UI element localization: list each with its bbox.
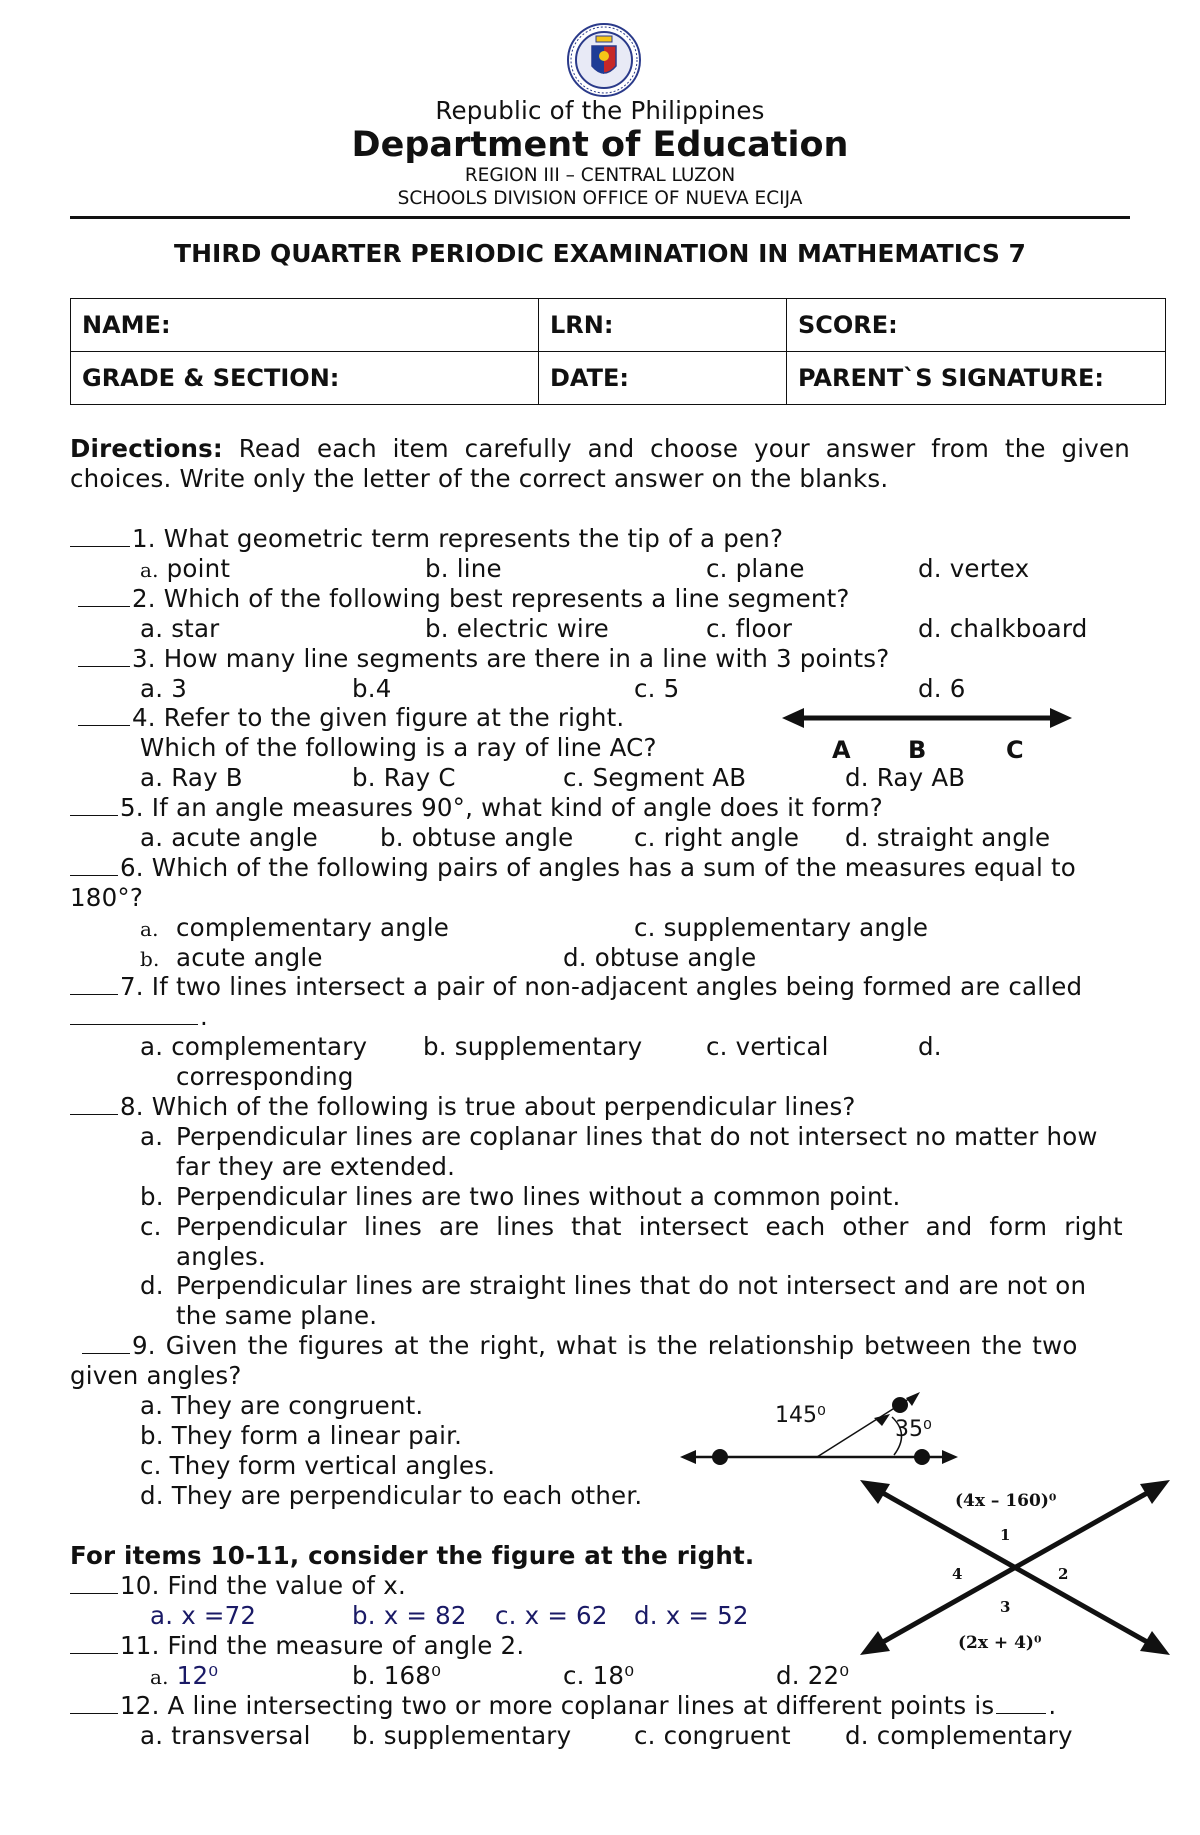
arrow-left-icon xyxy=(680,1450,696,1464)
q11-option-a xyxy=(150,1661,218,1692)
q3-option-d: d. 6 xyxy=(918,674,966,703)
q12-option-a: a. transversal xyxy=(140,1721,311,1750)
score-field[interactable]: SCORE: xyxy=(787,299,1166,352)
answer-blank-9[interactable] xyxy=(82,1331,130,1354)
q6-option-d: d. obtuse angle xyxy=(563,943,757,972)
answer-blank-12[interactable] xyxy=(70,1691,118,1714)
name-field[interactable]: NAME: xyxy=(71,299,539,352)
department-title: Department of Education xyxy=(351,125,849,165)
bottom-angle-expression: (2x + 4)⁰ xyxy=(958,1633,1042,1653)
angle-1-label: 1 xyxy=(1000,1526,1011,1544)
q2-option-a: a. star xyxy=(140,614,220,643)
question-9-stem-line2: given angles? xyxy=(70,1361,242,1390)
answer-blank-2[interactable] xyxy=(78,584,130,607)
q10-option-d: d. x = 52 xyxy=(634,1601,749,1630)
point-dot xyxy=(892,1397,908,1413)
exam-title: THIRD QUARTER PERIODIC EXAMINATION IN MATHEMATICS 7 xyxy=(174,239,1026,268)
answer-blank-10[interactable] xyxy=(70,1571,118,1594)
point-b-label: B xyxy=(908,736,927,764)
q8-option-d-letter: d. xyxy=(140,1271,164,1300)
question-10-stem: 10. Find the value of x. xyxy=(120,1571,406,1600)
arrow-up-icon xyxy=(906,1392,920,1406)
question-2 xyxy=(78,584,850,614)
q5-option-d: d. straight angle xyxy=(845,823,1051,852)
question-7 xyxy=(70,972,1082,1002)
q1-option-a-letter: a. xyxy=(140,558,159,582)
angle-145-label: 145⁰ xyxy=(775,1403,826,1428)
q4-option-c: c. Segment AB xyxy=(563,763,747,792)
q5-option-a: a. acute angle xyxy=(140,823,318,852)
question-4-stem-line2: Which of the following is a ray of line AC? xyxy=(140,733,657,762)
deped-seal-logo xyxy=(566,22,642,98)
line-ac-figure xyxy=(782,706,1072,730)
q11-option-d: d. 22⁰ xyxy=(776,1661,850,1690)
lrn-field[interactable]: LRN: xyxy=(539,299,787,352)
q12-option-d: d. complementary xyxy=(845,1721,1073,1750)
question-6-stem: 6. Which of the following pairs of angles has a sum of the measures equal to xyxy=(120,853,1076,882)
q5-option-c: c. right angle xyxy=(634,823,800,852)
republic-line: Republic of the Philippines xyxy=(435,96,765,125)
directions xyxy=(70,434,1130,494)
q8-option-b-letter: b. xyxy=(140,1182,164,1211)
question-9-stem: 9. Given the figures at the right, what is the relationship between the two xyxy=(132,1331,1078,1360)
directions-label: Directions: xyxy=(70,434,223,463)
answer-blank-7[interactable] xyxy=(70,972,118,995)
question-6 xyxy=(70,853,1076,883)
q8-option-c-letter: c. xyxy=(140,1212,162,1241)
q8-option-a-line2: far they are extended. xyxy=(176,1152,456,1181)
question-4-stem: 4. Refer to the given figure at the right. xyxy=(132,703,625,732)
parent-signature-field[interactable]: PARENT`S SIGNATURE: xyxy=(787,352,1166,405)
point-a-label: A xyxy=(832,736,851,764)
q3-option-c: c. 5 xyxy=(634,674,680,703)
question-5 xyxy=(70,793,883,823)
question-7-stem: 7. If two lines intersect a pair of non-adjacent angles being formed are called xyxy=(120,972,1083,1001)
q1-option-c: c. plane xyxy=(706,554,805,583)
angle-35-label: 35⁰ xyxy=(895,1417,932,1442)
question-10 xyxy=(70,1571,406,1601)
q1-option-a-text: point xyxy=(158,554,231,583)
arrow-right-icon xyxy=(942,1450,958,1464)
student-info-table xyxy=(70,298,1166,405)
directions-text: Read each item carefully and choose your answer from the given choices. Write only the letter of the correct answer on the blanks. xyxy=(70,434,1130,493)
q6-option-a-text: complementary angle xyxy=(176,913,449,942)
question-3-stem: 3. How many line segments are there in a line with 3 points? xyxy=(132,644,890,673)
question-5-stem: 5. If an angle measures 90°, what kind of angle does it form? xyxy=(120,793,883,822)
q1-option-b: b. line xyxy=(425,554,502,583)
q8-option-c-line1: Perpendicular lines are lines that intersect each other and form right xyxy=(176,1212,1123,1241)
q8-option-d-line1: Perpendicular lines are straight lines that do not intersect and are not on xyxy=(176,1271,1087,1300)
q4-option-d: d. Ray AB xyxy=(845,763,966,792)
header-divider xyxy=(70,216,1130,219)
q9-option-c: c. They form vertical angles. xyxy=(140,1451,496,1480)
q6-option-a-letter: a. xyxy=(140,917,159,941)
q5-option-b: b. obtuse angle xyxy=(380,823,574,852)
q2-option-b: b. electric wire xyxy=(425,614,609,643)
question-1-stem: 1. What geometric term represents the tip of a pen? xyxy=(132,524,784,553)
answer-blank-6[interactable] xyxy=(70,853,118,876)
q8-option-a-letter: a. xyxy=(140,1122,164,1151)
q3-option-a: a. 3 xyxy=(140,674,187,703)
q12-option-b: b. supplementary xyxy=(352,1721,572,1750)
q8-option-c-line2: angles. xyxy=(176,1242,266,1271)
q2-option-d: d. chalkboard xyxy=(918,614,1088,643)
q10-option-a: a. x =72 xyxy=(150,1601,257,1630)
question-12-stem-end: . xyxy=(1048,1691,1057,1720)
arrow-right-icon xyxy=(1050,708,1072,728)
q6-option-b-letter: b. xyxy=(140,947,160,971)
q10-option-b: b. x = 82 xyxy=(352,1601,467,1630)
point-dot xyxy=(914,1449,930,1465)
q11-option-b: b. 168⁰ xyxy=(352,1661,442,1690)
q7-option-a: a. complementary xyxy=(140,1032,368,1061)
q4-option-a: a. Ray B xyxy=(140,763,243,792)
question-12-stem: 12. A line intersecting two or more coplanar lines at different points is xyxy=(120,1691,995,1720)
q1-option-a xyxy=(140,554,230,585)
question-11 xyxy=(70,1631,524,1661)
top-angle-expression: (4x – 160)⁰ xyxy=(955,1491,1057,1511)
q9-option-b: b. They form a linear pair. xyxy=(140,1421,463,1450)
region-line: REGION III – CENTRAL LUZON xyxy=(464,165,736,186)
q10-option-c: c. x = 62 xyxy=(495,1601,608,1630)
question-12 xyxy=(70,1691,1056,1721)
q12-option-c: c. congruent xyxy=(634,1721,791,1750)
answer-blank-4[interactable] xyxy=(78,703,130,726)
q11-option-a-letter: a. xyxy=(150,1665,169,1689)
question-7-blank-line xyxy=(70,1002,208,1032)
point-c-label: C xyxy=(1006,736,1024,764)
q4-option-b: b. Ray C xyxy=(352,763,456,792)
answer-blank-3[interactable] xyxy=(78,644,130,667)
date-field[interactable]: DATE: xyxy=(539,352,787,405)
q1-option-d: d. vertex xyxy=(918,554,1030,583)
answer-blank-8[interactable] xyxy=(70,1092,118,1115)
q11-option-a-text: 12⁰ xyxy=(168,1661,219,1690)
question-11-stem: 11. Find the measure of angle 2. xyxy=(120,1631,525,1660)
arrow-left-icon xyxy=(782,708,804,728)
fill-in-blank-7[interactable] xyxy=(70,1002,198,1025)
q11-option-c: c. 18⁰ xyxy=(563,1661,635,1690)
question-6-stem-line2: 180°? xyxy=(70,883,144,912)
q8-option-d-line2: the same plane. xyxy=(176,1301,378,1330)
q7-option-d: d. xyxy=(918,1032,942,1061)
q9-option-a: a. They are congruent. xyxy=(140,1391,424,1420)
q8-option-b-line1: Perpendicular lines are two lines without a common point. xyxy=(176,1182,901,1211)
question-1 xyxy=(70,524,783,554)
answer-blank-11[interactable] xyxy=(70,1631,118,1654)
q7-option-d-text: corresponding xyxy=(176,1062,354,1091)
q8-option-a-line1: Perpendicular lines are coplanar lines that do not intersect no matter how xyxy=(176,1122,1098,1151)
question-8-stem: 8. Which of the following is true about perpendicular lines? xyxy=(120,1092,856,1121)
question-7-stem-end: . xyxy=(200,1002,208,1031)
angle-2-label: 2 xyxy=(1058,1565,1069,1583)
grade-section-field[interactable]: GRADE & SECTION: xyxy=(71,352,539,405)
angle-3-label: 3 xyxy=(1000,1598,1011,1616)
question-4 xyxy=(78,703,624,733)
answer-blank-1[interactable] xyxy=(70,524,130,547)
q6-option-b-text: acute angle xyxy=(176,943,323,972)
angle-4-label: 4 xyxy=(952,1565,963,1583)
answer-blank-5[interactable] xyxy=(70,793,118,816)
q6-option-b xyxy=(140,943,323,974)
point-dot xyxy=(712,1449,728,1465)
q6-option-a xyxy=(140,913,449,944)
question-2-stem: 2. Which of the following best represents a line segment? xyxy=(132,584,850,613)
q7-option-b: b. supplementary xyxy=(423,1032,643,1061)
q2-option-c: c. floor xyxy=(706,614,793,643)
q7-option-c: c. vertical xyxy=(706,1032,829,1061)
division-line: SCHOOLS DIVISION OFFICE OF NUEVA ECIJA xyxy=(397,188,803,209)
items-10-11-header: For items 10-11, consider the figure at the right. xyxy=(70,1541,755,1570)
q9-option-d: d. They are perpendicular to each other. xyxy=(140,1481,643,1510)
question-3 xyxy=(78,644,889,674)
q3-option-b: b.4 xyxy=(352,674,392,703)
q6-option-c: c. supplementary angle xyxy=(634,913,929,942)
question-8 xyxy=(70,1092,856,1122)
question-9 xyxy=(82,1331,1078,1361)
fill-in-blank-12[interactable] xyxy=(996,1691,1046,1714)
